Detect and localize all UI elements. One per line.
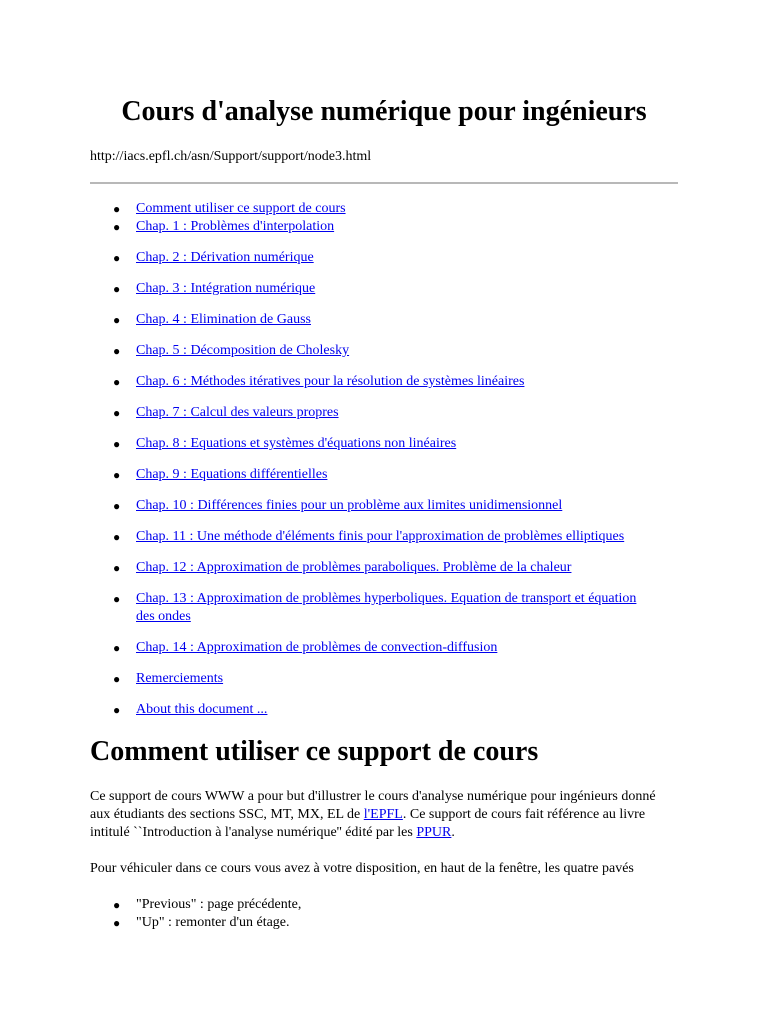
toc-item: [90, 497, 650, 515]
toc-link-chap-5[interactable]: Chap. 5 : Décomposition de Cholesky: [136, 343, 350, 358]
toc-link-chap-6[interactable]: Chap. 6 : Méthodes itératives pour la résolution de systèmes linéaires: [136, 374, 525, 389]
toc-link-usage[interactable]: Comment utiliser ce support de cours: [136, 201, 346, 216]
toc-link-about[interactable]: About this document ...: [136, 702, 268, 717]
bullet-icon: ●: [113, 499, 121, 513]
list-item: [90, 914, 301, 932]
bullet-icon: ●: [113, 468, 121, 482]
bullet-icon: ●: [113, 282, 121, 296]
bullet-icon: ●: [113, 220, 121, 234]
toc-item: [90, 590, 650, 626]
ppur-link[interactable]: PPUR: [416, 825, 452, 840]
toc-link-chap-11[interactable]: Chap. 11 : Une méthode d'éléments finis pour l'approximation de problèmes elliptiques: [136, 529, 625, 544]
toc-item: [90, 218, 650, 236]
toc-link-chap-7[interactable]: Chap. 7 : Calcul des valeurs propres: [136, 405, 339, 420]
toc-link-remerciements[interactable]: Remerciements: [136, 671, 224, 686]
toc-link-chap-4[interactable]: Chap. 4 : Elimination de Gauss: [136, 312, 311, 327]
bullet-icon: ●: [113, 530, 121, 544]
toc-item: [90, 670, 650, 688]
bullet-icon: ●: [113, 561, 121, 575]
toc-link-chap-8[interactable]: Chap. 8 : Equations et systèmes d'équations non linéaires: [136, 436, 457, 451]
intro-text-1: Ce support de cours WWW a pour but d'illustrer le cours d'analyse numérique pour ingénieurs donné aux étudiants des sections SSC, MT, MX, EL de: [90, 789, 656, 822]
bullet-icon: ●: [113, 375, 121, 389]
toc-link-chap-13[interactable]: Chap. 13 : Approximation de problèmes hyperboliques. Equation de transport et équation des ondes: [136, 591, 637, 624]
intro-paragraph: [90, 788, 678, 842]
bullet-icon: ●: [113, 406, 121, 420]
intro-text-2: . Ce support de cours fait référence au livre intitulé ``Introduction à l'analyse numérique'' édité par les: [90, 807, 646, 840]
bullet-icon: ●: [113, 313, 121, 327]
toc-link-chap-14[interactable]: Chap. 14 : Approximation de problèmes de convection-diffusion: [136, 640, 498, 655]
toc-item: [90, 342, 650, 360]
bullet-icon: ●: [113, 672, 121, 686]
toc-link-chap-10[interactable]: Chap. 10 : Différences finies pour un problème aux limites unidimensionnel: [136, 498, 563, 513]
table-of-contents: [90, 200, 650, 719]
toc-link-chap-2[interactable]: Chap. 2 : Dérivation numérique: [136, 250, 314, 265]
intro-text-3: .: [451, 825, 455, 840]
toc-link-chap-12[interactable]: Chap. 12 : Approximation de problèmes paraboliques. Problème de la chaleur: [136, 560, 572, 575]
toc-item: [90, 559, 650, 577]
nav-item-up: "Up" : remonter d'un étage.: [136, 915, 290, 930]
toc-item: [90, 528, 650, 546]
bullet-icon: ●: [113, 898, 121, 912]
section-title: Comment utiliser ce support de cours: [90, 736, 539, 767]
toc-item: [90, 280, 650, 298]
bullet-icon: ●: [113, 344, 121, 358]
toc-item: [90, 404, 650, 422]
nav-item-previous: "Previous" : page précédente,: [136, 897, 302, 912]
toc-item: [90, 200, 650, 218]
bullet-icon: ●: [113, 916, 121, 930]
toc-item: [90, 249, 650, 267]
toc-item: [90, 701, 650, 719]
bullet-icon: ●: [113, 703, 121, 717]
toc-link-chap-3[interactable]: Chap. 3 : Intégration numérique: [136, 281, 316, 296]
bullet-icon: ●: [113, 437, 121, 451]
toc-item: [90, 311, 650, 329]
bullet-icon: ●: [113, 251, 121, 265]
bullet-icon: ●: [113, 641, 121, 655]
toc-link-chap-9[interactable]: Chap. 9 : Equations différentielles: [136, 467, 328, 482]
navigation-paragraph: Pour véhiculer dans ce cours vous avez à votre disposition, en haut de la fenêtre, les quatre pavés: [90, 861, 634, 876]
list-item: [90, 896, 301, 914]
horizontal-rule: [90, 182, 678, 184]
toc-item: [90, 373, 650, 391]
page-title: Cours d'analyse numérique pour ingénieurs: [121, 96, 647, 127]
bullet-icon: ●: [113, 592, 121, 606]
navigation-list: [90, 896, 301, 932]
toc-item: [90, 466, 650, 484]
toc-item: [90, 435, 650, 453]
epfl-link[interactable]: l'EPFL: [363, 807, 403, 822]
page-url: http://iacs.epfl.ch/asn/Support/support/node3.html: [90, 149, 372, 164]
toc-item: [90, 639, 650, 657]
toc-link-chap-1[interactable]: Chap. 1 : Problèmes d'interpolation: [136, 219, 335, 234]
bullet-icon: ●: [113, 202, 121, 216]
